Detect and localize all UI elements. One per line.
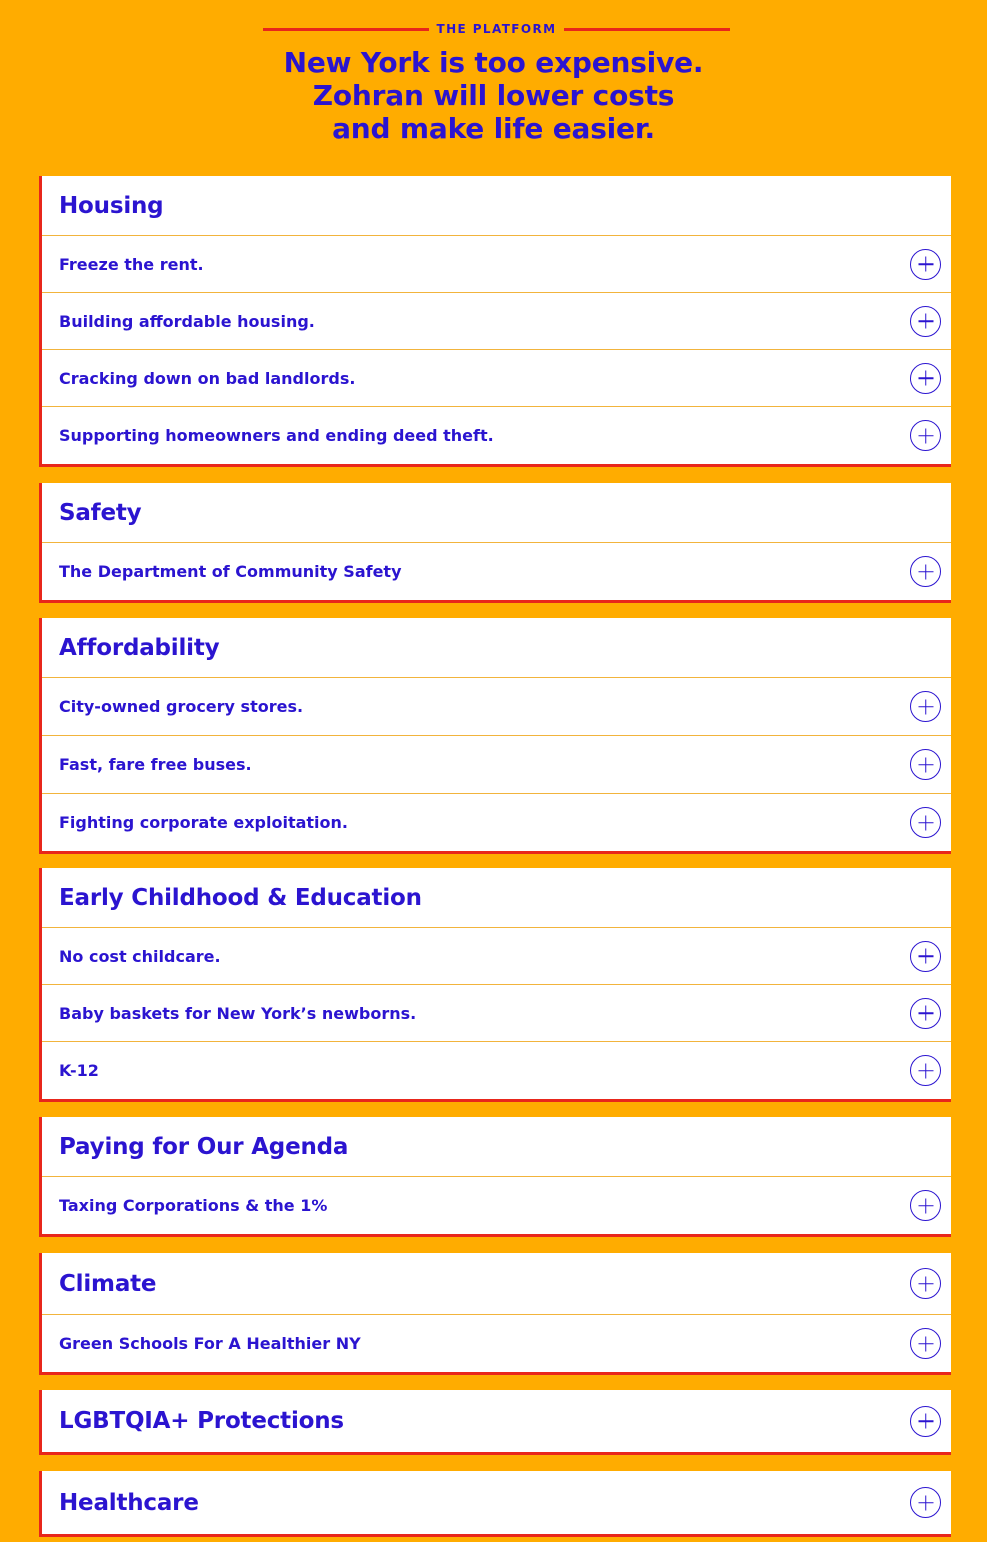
accordion-item-free-buses[interactable] — [42, 736, 951, 794]
plus-circle-icon[interactable] — [910, 420, 941, 451]
item-label: Cracking down on bad landlords. — [59, 368, 356, 388]
plus-circle-icon[interactable] — [910, 941, 941, 972]
item-label: Fighting corporate exploitation. — [59, 813, 348, 832]
section-title: Affordability — [59, 634, 220, 661]
section-healthcare[interactable] — [39, 1471, 951, 1537]
plus-circle-icon[interactable] — [910, 1268, 941, 1299]
section-paying-for-agenda — [39, 1117, 951, 1237]
plus-circle-icon[interactable] — [910, 1406, 941, 1437]
section-header — [42, 176, 951, 236]
accordion-item-grocery-stores[interactable] — [42, 678, 951, 736]
item-label: Green Schools For A Healthier NY — [59, 1334, 361, 1353]
eyebrow-divider-right — [564, 28, 730, 31]
section-title: Safety — [59, 499, 142, 526]
accordion-item-community-safety[interactable] — [42, 543, 951, 600]
plus-circle-icon[interactable] — [910, 998, 941, 1029]
plus-circle-icon[interactable] — [910, 1055, 941, 1086]
accordion-item-bad-landlords[interactable] — [42, 350, 951, 407]
plus-circle-icon[interactable] — [910, 556, 941, 587]
item-label: K-12 — [59, 1061, 99, 1080]
section-header[interactable] — [42, 1471, 951, 1534]
section-title: Early Childhood & Education — [59, 884, 422, 911]
eyebrow-label: THE PLATFORM — [436, 22, 557, 36]
section-header — [42, 618, 951, 678]
section-title: Climate — [59, 1270, 157, 1297]
section-affordability — [39, 618, 951, 854]
section-header — [42, 483, 951, 543]
section-header — [42, 868, 951, 928]
item-label: Baby baskets for New York’s newborns. — [59, 1003, 417, 1023]
item-label: Taxing Corporations & the 1% — [59, 1196, 328, 1215]
accordion-item-taxing-corporations[interactable] — [42, 1177, 951, 1234]
headline-line-2: Zohran will lower costs — [312, 79, 675, 112]
item-label: No cost childcare. — [59, 946, 221, 966]
accordion-item-k12[interactable] — [42, 1042, 951, 1099]
plus-circle-icon[interactable] — [910, 1190, 941, 1221]
item-label: City-owned grocery stores. — [59, 697, 304, 716]
accordion-item-corporate-exploitation[interactable] — [42, 794, 951, 851]
plus-circle-icon[interactable] — [910, 363, 941, 394]
plus-circle-icon[interactable] — [910, 306, 941, 337]
accordion-item-baby-baskets[interactable] — [42, 985, 951, 1042]
eyebrow-row — [263, 19, 730, 39]
page-headline — [0, 46, 987, 145]
plus-circle-icon[interactable] — [910, 749, 941, 780]
plus-circle-icon[interactable] — [910, 807, 941, 838]
section-lgbtqia-protections[interactable] — [39, 1390, 951, 1455]
section-title: LGBTQIA+ Protections — [59, 1408, 344, 1434]
section-climate — [39, 1253, 951, 1375]
item-label: Fast, fare free buses. — [59, 755, 252, 774]
headline-line-1: New York is too expensive. — [283, 46, 704, 79]
accordion-item-freeze-the-rent[interactable] — [42, 236, 951, 293]
accordion-item-homeowners[interactable] — [42, 407, 951, 464]
accordion-item-green-schools[interactable] — [42, 1315, 951, 1372]
item-label: Freeze the rent. — [59, 254, 204, 274]
accordion-item-childcare[interactable] — [42, 928, 951, 985]
item-label: The Department of Community Safety — [59, 562, 402, 581]
section-early-childhood-education — [39, 868, 951, 1102]
plus-circle-icon[interactable] — [910, 691, 941, 722]
section-title: Housing — [59, 192, 164, 219]
accordion-item-affordable-housing[interactable] — [42, 293, 951, 350]
plus-circle-icon[interactable] — [910, 249, 941, 280]
section-header[interactable] — [42, 1390, 951, 1452]
eyebrow-divider-left — [263, 28, 429, 31]
section-header — [42, 1117, 951, 1177]
plus-circle-icon[interactable] — [910, 1328, 941, 1359]
item-label: Building affordable housing. — [59, 311, 315, 331]
section-housing — [39, 176, 951, 467]
headline-line-3: and make life easier. — [332, 112, 655, 145]
section-title: Healthcare — [59, 1489, 199, 1516]
plus-circle-icon[interactable] — [910, 1487, 941, 1518]
item-label: Supporting homeowners and ending deed theft. — [59, 426, 494, 445]
section-title: Paying for Our Agenda — [59, 1133, 349, 1160]
section-header[interactable] — [42, 1253, 951, 1315]
section-safety — [39, 483, 951, 603]
